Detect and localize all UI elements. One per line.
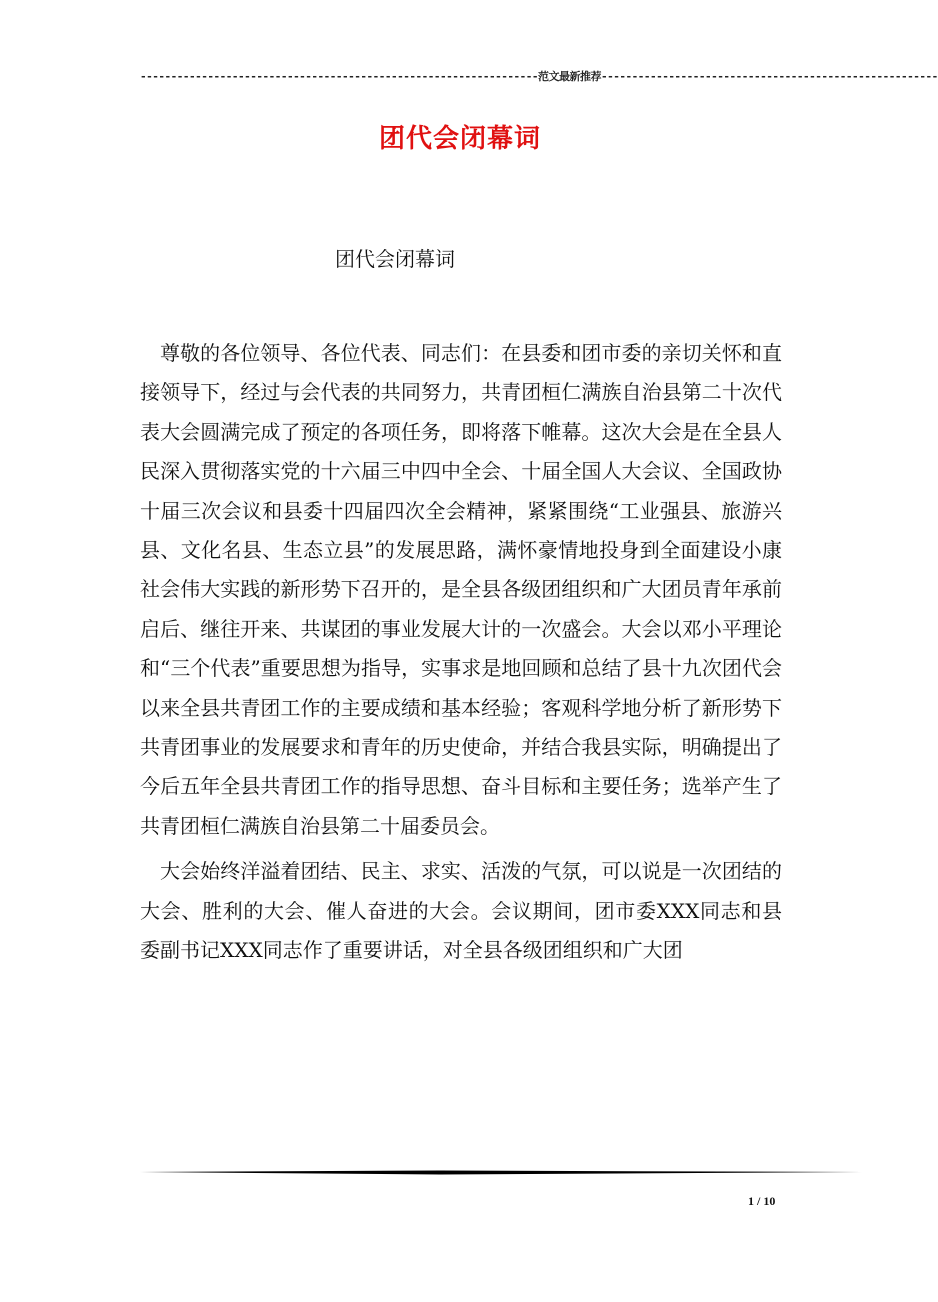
document-title: 团代会闭幕词 bbox=[378, 124, 541, 154]
footer-divider bbox=[140, 1170, 862, 1175]
document-subtitle: 团代会闭幕词 bbox=[335, 247, 455, 271]
header-divider-text: -----------------------------------------------------------------范文最新推荐------------------------------------------------------- bbox=[140, 70, 938, 83]
paragraph: 大会始终洋溢着团结、民主、求实、活泼的气氛，可以说是一次团结的大会、胜利的大会、催人奋进的大会。会议期间，团市委XXX同志和县委副书记XXX同志作了重要讲话，对全县各级团组织和广大团 bbox=[140, 859, 782, 963]
document-body bbox=[140, 334, 782, 971]
page-number: 1 / 10 bbox=[748, 1194, 776, 1208]
paragraph: 尊敬的各位领导、各位代表、同志们：在县委和团市委的亲切关怀和直接领导下，经过与会代表的共同努力，共青团桓仁满族自治县第二十次代表大会圆满完成了预定的各项任务，即将落下帷幕。这次大会是在全县人民深入贯彻落实党的十六届三中四中全会、十届全国人大会议、全国政协十届三次会议和县委十四届四次全会精神，紧紧围绕“工业强县、旅游兴县、文化名县、生态立县”的发展思路，满怀豪情地投身到全面建设小康社会伟大实践的新形势下召开的，是全县各级团组织和广大团员青年承前启后、继往开来、共谋团的事业发展大计的一次盛会。大会以邓小平理论和“三个代表”重要思想为指导，实事求是地回顾和总结了县十九次团代会以来全县共青团工作的主要成绩和基本经验；客观科学地分析了新形势下共青团事业的发展要求和青年的历史使命，并结合我县实际，明确提出了今后五年全县共青团工作的指导思想、奋斗目标和主要任务；选举产生了共青团桓仁满族自治县第二十届委员会。 bbox=[140, 341, 782, 838]
